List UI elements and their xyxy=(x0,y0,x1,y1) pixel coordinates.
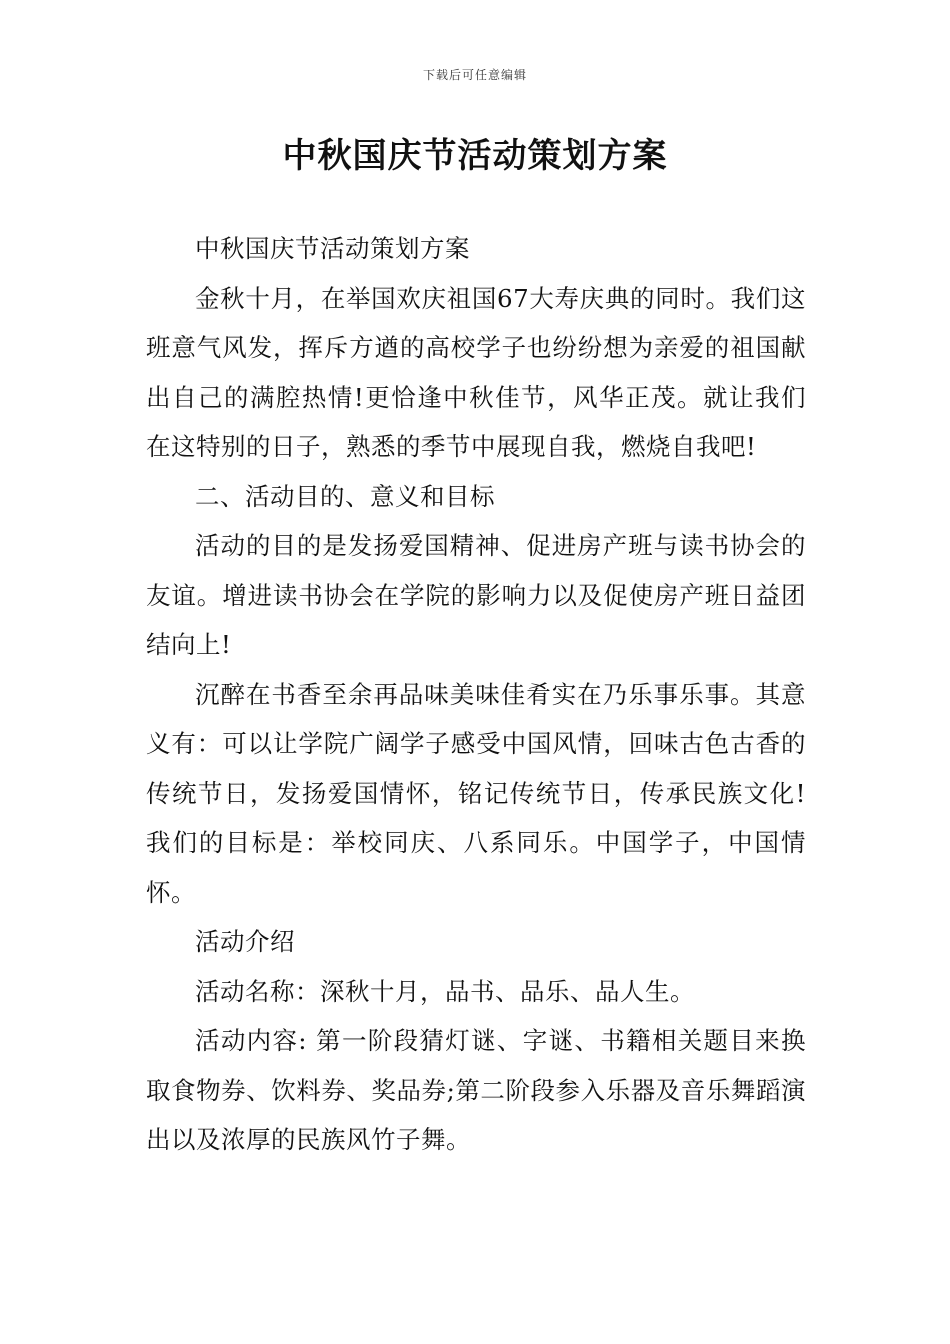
paragraph-activity-name: 活动名称：深秋十月，品书、品乐、品人生。 xyxy=(195,976,695,1006)
paragraph-intro: 金秋十月，在举国欢庆祖国67大寿庆典的同时。我们这班意气风发，挥斥方遒的高校学子也纷纷想为亲爱的祖国献出自己的满腔热情!更恰逢中秋佳节，风华正茂。就让我们在这特别的日子，熟悉的季节中展现自我，燃烧自我吧! xyxy=(146,283,806,461)
section-heading-goals: 二、活动目的、意义和目标 xyxy=(195,481,495,511)
paragraph-purpose: 活动的目的是发扬爱国精神、促进房产班与读书协会的友谊。增进读书协会在学院的影响力以及促使房产班日益团结向上! xyxy=(146,531,806,659)
document-title: 中秋国庆节活动策划方案 xyxy=(282,136,668,176)
document-body xyxy=(146,224,806,1165)
paragraph-subtitle: 中秋国庆节活动策划方案 xyxy=(195,234,470,263)
section-heading-activity: 活动介绍 xyxy=(195,927,295,956)
paragraph-significance: 沉醉在书香至余再品味美味佳肴实在乃乐事乐事。其意义有：可以让学院广阔学子感受中国风情，回味古色古香的传统节日，发扬爱国情怀，铭记传统节日，传承民族文化!我们的目标是：举校同庆、八系同乐。中国学子，中国情怀。 xyxy=(146,679,806,907)
header-note: 下载后可任意编辑 xyxy=(422,68,527,82)
paragraph-activity-content: 活动内容: 第一阶段猜灯谜、字谜、书籍相关题目来换取食物券、饮料券、奖品券;第二阶段参入乐器及音乐舞蹈演出以及浓厚的民族风竹子舞。 xyxy=(146,1026,806,1154)
